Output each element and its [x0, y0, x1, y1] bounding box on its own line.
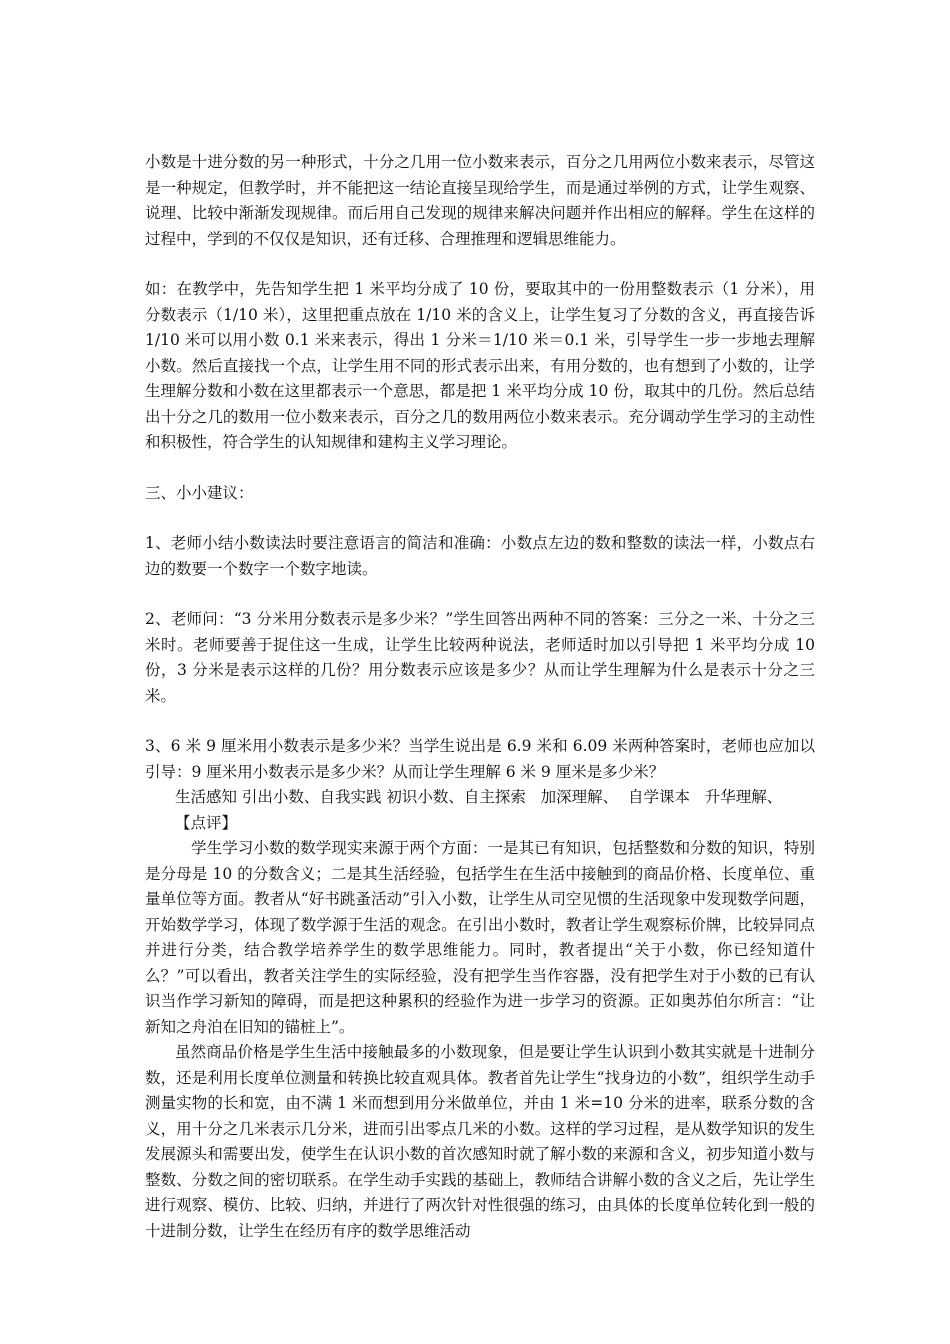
comment-paragraph-2: 虽然商品价格是学生生活中接触最多的小数现象，但是要让学生认识到小数其实就是十进制分数，还是利用长度单位测量和转换比较直观具体。教者首先让学生“找身边的小数”，组织学生动手测量实物的长和宽，由不满 1 米而想到用分米做单位，并由 1 米=10 分米的进率，联系分数的含义，用十分之几米表示几分米，进而引出零点几米的小数。这样的学习过程，是从数学知识的发生发展源头和需要出发，使学生在认识小数的首次感知时就了解小数的来源和含义，初步知道小数与整数、分数之间的密切联系。在学生动手实践的基础上，教师结合讲解小数的含义之后，先让学生进行观察、模仿、比较、归纳，并进行了两次针对性很强的练习，由具体的长度单位转化到一般的十进制分数，让学生在经历有序的数学思维活动 — [145, 1043, 815, 1240]
step-1: 生活感知 引出小数、 — [175, 788, 320, 806]
section-heading: 三、小小建议： — [145, 483, 254, 502]
paragraph-gap — [145, 456, 815, 481]
step-2: 自我实践 初识小数、 — [319, 788, 464, 806]
document-page — [145, 150, 815, 1244]
intro-paragraph: 小数是十进分数的另一种形式，十分之几用一位小数来表示，百分之几用两位小数来表示，尽管这是一种规定，但教学时，并不能把这一结论直接呈现给学生，而是通过举例的方式，让学生观察、说理、比较中渐渐发现规律。而后用自己发现的规律来解决问题并作出相应的解释。学生在这样的过程中，学到的不仅仅是知识，还有迁移、合理推理和逻辑思维能力。 — [145, 153, 815, 248]
paragraph-gap — [145, 582, 815, 607]
paragraph-gap — [145, 709, 815, 734]
suggestion-2: 2、老师问：“3 分米用分数表示是多少米？”学生回答出两种不同的答案：三分之一米、十分之三米时。老师要善于捉住这一生成，让学生比较两种说法，老师适时加以引导把 1 米平均分成 10 份，3 分米是表示这样的几份？用分数表示应该是多少？从而让学生理解为什么是表示十分之三米。 — [145, 610, 815, 705]
comment-paragraph-1: 学生学习小数的数学现实来源于两个方面：一是其已有知识，包括整数和分数的知识，特别是分母是 10 的分数含义；二是其生活经验，包括学生在生活中接触到的商品价格、长度单位、重量单位等方面。教者从“好书跳蚤活动”引入小数，让学生从司空见惯的生活现象中发现数学问题，开始数学学习，体现了数学源于生活的观念。在引出小数时，教者让学生观察标价牌，比较异同点并进行分类，结合教学培养学生的数学思维能力。同时，教者提出“关于小数，你已经知道什么？”可以看出，教者关注学生的实际经验，没有把学生当作容器，没有把学生对于小数的已有认识当作学习新知的障碍，而是把这种累积的经验作为进一步学习的资源。正如奥苏伯尔所言：“让新知之舟泊在旧知的锚桩上”。 — [145, 839, 815, 1036]
teaching-steps-line — [145, 785, 815, 811]
example-paragraph: 如：在教学中，先告知学生把 1 米平均分成了 10 份，要取其中的一份用整数表示（1 分米），用分数表示（1/10 米），这里把重点放在 1/10 米的含义上，让学生复习了分数的含义，再直接告诉 1/10 米可以用小数 0.1 米来表示，得出 1 分米＝1/10 米＝0.1 米，引导学生一步一步地去理解小数。然后直接找一个点，让学生用不同的形式表示出来，有用分数的，也有想到了小数的，让学生理解分数和小数在这里都表示一个意思，都是把 1 米平均分成 10 份，取其中的几份。然后总结出十分之几的数用一位小数来表示，百分之几的数用两位小数来表示。充分调动学生学习的主动性和积极性，符合学生的认知规律和建构主义学习理论。 — [145, 280, 815, 451]
suggestion-1: 1、老师小结小数读法时要注意语言的简洁和准确：小数点左边的数和整数的读法一样，小数点右边的数要一个数字一个数字地读。 — [145, 534, 815, 578]
paragraph-gap — [145, 506, 815, 531]
comment-label: 【点评】 — [175, 813, 238, 832]
step-3: 自主探索 加深理解、 — [463, 788, 619, 806]
paragraph-gap — [145, 252, 815, 277]
step-4: 自学课本 升华理解、 — [618, 788, 783, 806]
suggestion-3: 3、6 米 9 厘米用小数表示是多少米？当学生说出是 6.9 米和 6.09 米两种答案时，老师也应加以引导：9 厘米用小数表示是多少米？从而让学生理解 6 米 9 厘米是多少米？ — [145, 737, 815, 781]
